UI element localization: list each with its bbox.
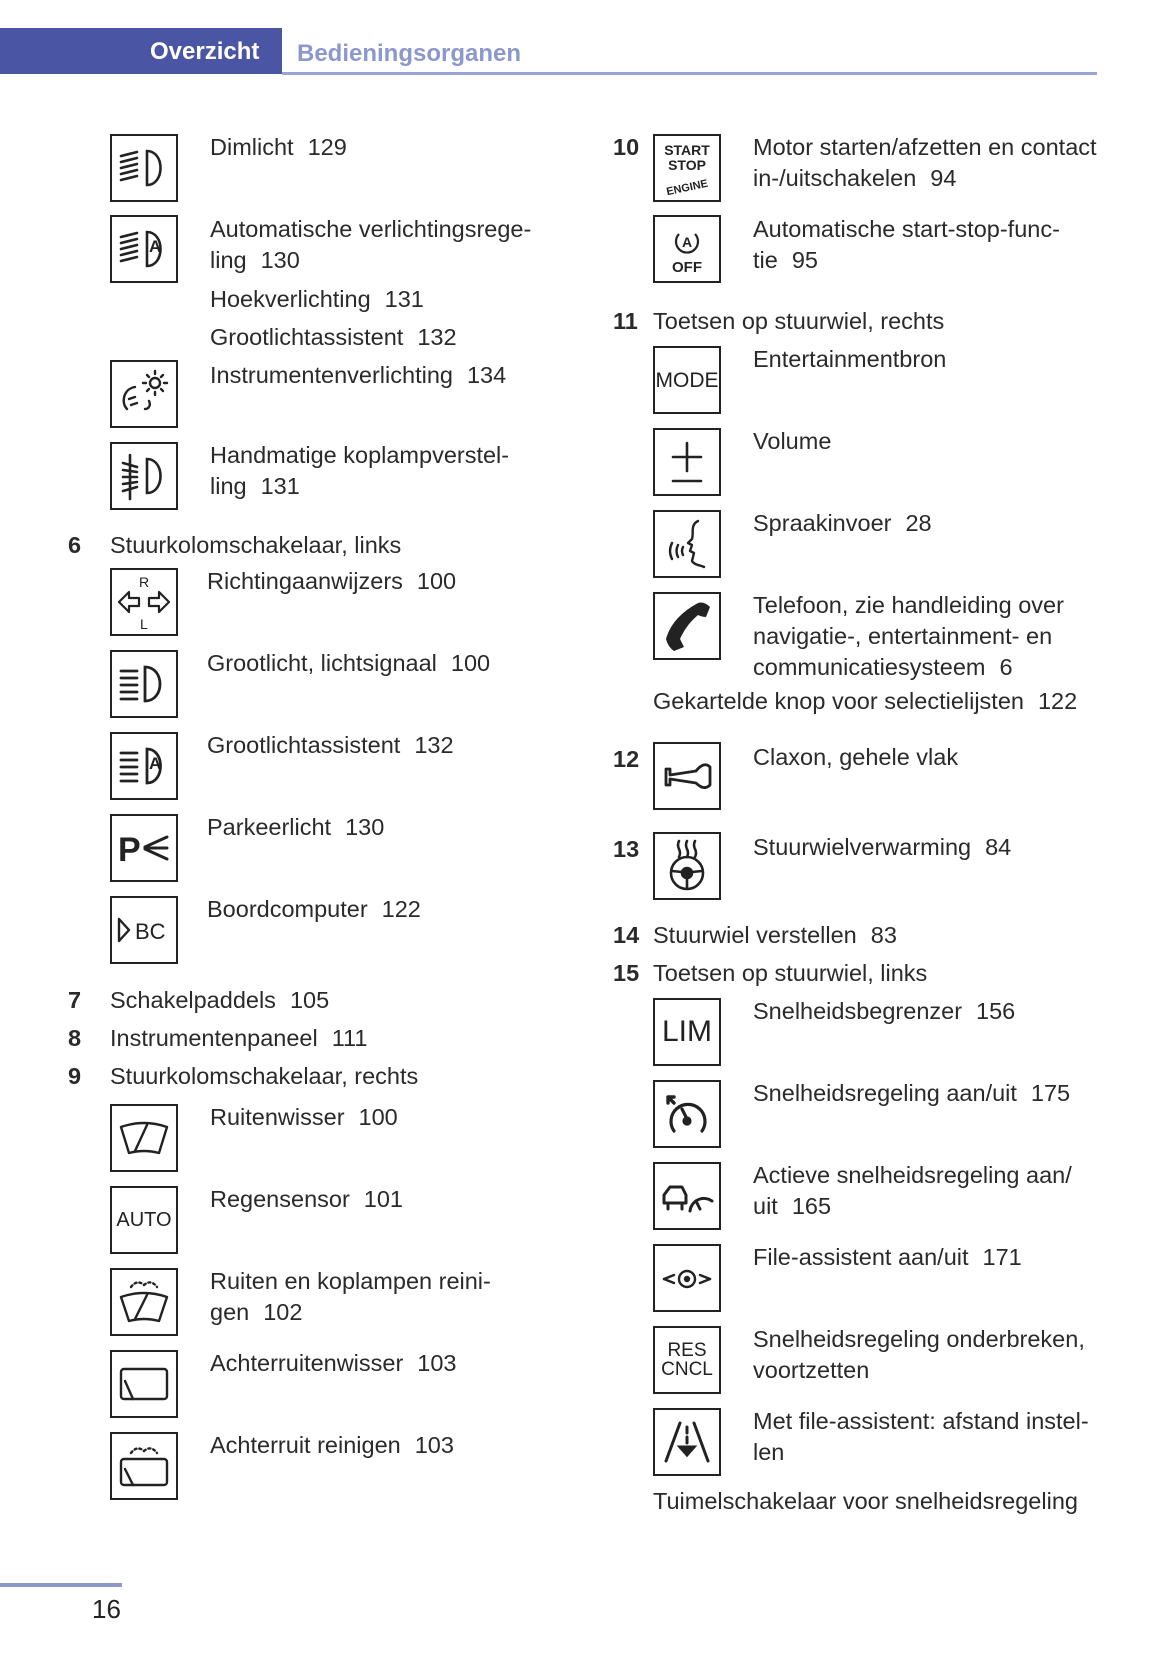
list-item: Richtingaanwijzers 100 <box>207 568 457 594</box>
horn-icon <box>653 742 721 810</box>
list-item: Entertainmentbron <box>753 346 947 372</box>
page-number: 16 <box>92 1594 121 1624</box>
section-title: Instrumentenpaneel 111 <box>110 1025 368 1051</box>
list-item: Volume <box>753 428 832 454</box>
off-label: OFF <box>672 259 702 276</box>
list-item: File-assistent aan/uit 171 <box>753 1244 1022 1270</box>
list-item: Stuurwielverwarming 84 <box>753 834 1012 860</box>
high-beam-assist-icon <box>110 732 178 800</box>
svg-text:A: A <box>149 754 162 773</box>
auto-label: AUTO <box>116 1209 172 1231</box>
cruise-control-icon <box>653 1080 721 1148</box>
stop-label: STOP <box>668 157 706 173</box>
footer-rule <box>0 1583 122 1587</box>
mode-label: MODE <box>655 368 719 392</box>
traffic-jam-assist-icon <box>653 1244 721 1312</box>
rain-sensor-icon <box>110 1186 178 1254</box>
board-computer-icon <box>110 896 178 964</box>
mode-icon <box>653 346 721 414</box>
list-item: Snelheidsregeling aan/uit 175 <box>753 1080 1071 1106</box>
section-title: Toetsen op stuurwiel, rechts <box>653 308 945 334</box>
header-chapter-title: Bedieningsorganen <box>297 40 522 67</box>
section-number: 8 <box>68 1025 82 1051</box>
res-cncl-icon <box>653 1326 721 1394</box>
list-item: Instrumentenverlichting 134 <box>210 362 507 388</box>
limiter-icon <box>653 998 721 1066</box>
parking-p: P <box>118 831 141 869</box>
list-item: Handmatige koplampverstel- ling 131 <box>210 442 510 499</box>
auto-start-stop-icon <box>653 215 721 283</box>
volume-icon <box>653 428 721 496</box>
list-item: Dimlicht 129 <box>210 134 347 160</box>
list-item: Grootlichtassistent 132 <box>207 732 454 758</box>
list-item: Gekartelde knop voor selectielijsten 122 <box>653 688 1078 714</box>
turn-signal-r: R <box>139 574 150 590</box>
lim-label: LIM <box>661 1015 712 1048</box>
list-item: Snelheidsbegrenzer 156 <box>753 998 1016 1024</box>
distance-icon <box>653 1408 721 1476</box>
list-item: Grootlicht, lichtsignaal 100 <box>207 650 491 676</box>
bc-label: BC <box>135 919 166 944</box>
section-title: Stuurkolomschakelaar, links <box>110 532 402 558</box>
list-item: Regensensor 101 <box>210 1186 404 1212</box>
section-title: Schakelpaddels 105 <box>110 987 330 1013</box>
list-item: Ruitenwisser 100 <box>210 1104 398 1130</box>
cncl-label: CNCL <box>661 1359 713 1380</box>
section-number: 9 <box>68 1063 82 1089</box>
headlight-range-icon <box>110 442 178 510</box>
list-item: Ruiten en koplampen reini- gen 102 <box>210 1268 491 1325</box>
list-item: Motor starten/afzetten en contact in-/uitschakelen 94 <box>753 134 1097 191</box>
list-item: Automatische start-stop-func- tie 95 <box>753 216 1060 273</box>
list-item: Achterruit reinigen 103 <box>210 1432 454 1458</box>
list-item: Grootlichtassistent 132 <box>210 324 457 350</box>
steering-heat-icon <box>653 832 721 900</box>
section-number: 11 <box>613 308 638 334</box>
turn-signal-icon <box>110 568 178 636</box>
section-title: Toetsen op stuurwiel, links <box>653 960 928 986</box>
section-number: 7 <box>68 987 82 1013</box>
high-beam-icon <box>110 650 178 718</box>
rear-washer-icon <box>110 1432 178 1500</box>
section-number: 12 <box>613 746 640 772</box>
section-number: 10 <box>613 134 640 160</box>
active-cruise-icon <box>653 1162 721 1230</box>
list-item: Met file-assistent: afstand instel- len <box>753 1408 1089 1465</box>
header-section-title: Overzicht <box>150 38 260 65</box>
washer-icon <box>110 1268 178 1336</box>
start-label: START <box>664 142 710 158</box>
wiper-icon <box>110 1104 178 1172</box>
svg-text:A: A <box>149 237 162 256</box>
list-item: Automatische verlichtingsrege- ling 130 <box>210 216 532 273</box>
section-number: 13 <box>613 836 640 862</box>
section-number: 15 <box>613 960 640 986</box>
list-item: Boordcomputer 122 <box>207 896 421 922</box>
list-item: Hoekverlichting 131 <box>210 286 424 312</box>
instrument-light-icon <box>110 360 178 428</box>
list-item: Actieve snelheidsregeling aan/ uit 165 <box>753 1162 1072 1219</box>
res-label: RES <box>667 1340 707 1361</box>
phone-icon <box>653 592 721 660</box>
list-item: Telefoon, zie handleiding over navigatie-, entertainment- en communicatiesysteem 6 <box>753 592 1064 680</box>
voice-input-icon <box>653 510 721 578</box>
list-item: Snelheidsregeling onderbreken, voortzetten <box>753 1326 1085 1383</box>
list-item: Claxon, gehele vlak <box>753 744 959 770</box>
list-item: Spraakinvoer 28 <box>753 510 932 536</box>
dimlight-icon <box>110 134 178 202</box>
section-title: Stuurwiel verstellen 83 <box>653 922 897 948</box>
section-number: 14 <box>613 922 640 948</box>
section-number: 6 <box>68 532 82 558</box>
section-title: Stuurkolomschakelaar, rechts <box>110 1063 419 1089</box>
header-rule <box>282 72 1097 75</box>
auto-a-label: A <box>681 234 693 250</box>
turn-signal-l: L <box>140 616 148 632</box>
auto-light-icon <box>110 215 178 283</box>
start-stop-icon <box>653 134 721 202</box>
rear-wiper-icon <box>110 1350 178 1418</box>
engine-label: ENGINE <box>665 177 710 199</box>
list-item: Parkeerlicht 130 <box>207 814 385 840</box>
parking-light-icon <box>110 814 178 882</box>
list-item: Achterruitenwisser 103 <box>210 1350 457 1376</box>
list-item: Tuimelschakelaar voor snelheidsregeling <box>653 1488 1078 1514</box>
